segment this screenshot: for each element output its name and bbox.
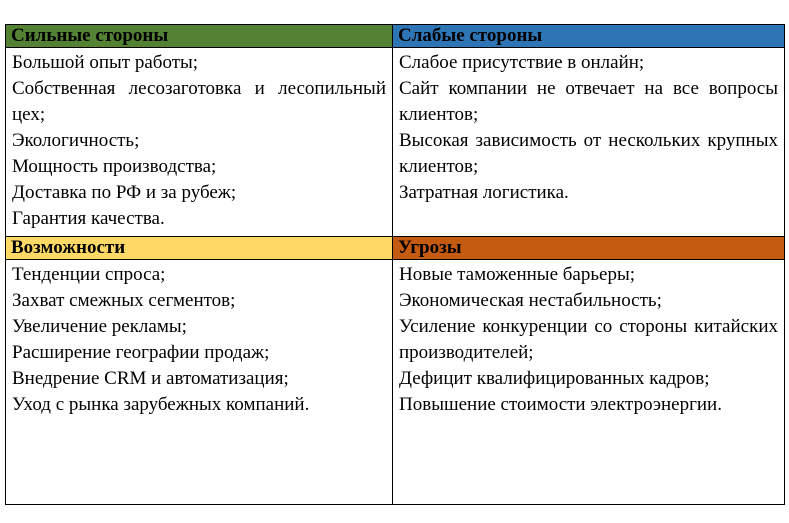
strengths-cell — [6, 48, 393, 237]
threats-item: Экономическая нестабильность; — [399, 290, 662, 311]
strengths-item: Доставка по РФ и за рубеж; — [12, 182, 237, 203]
strengths-header — [6, 25, 393, 48]
weaknesses-item: Высокая зависимость от нескольких крупных клиентов; — [399, 130, 778, 177]
weaknesses-item: Сайт компании не отвечает на все вопросы клиентов; — [399, 78, 778, 125]
strengths-title: Сильные стороны — [11, 25, 169, 46]
opportunities-item: Увеличение рекламы; — [12, 316, 187, 337]
opportunities-header — [6, 237, 393, 260]
weaknesses-item: Слабое присутствие в онлайн; — [399, 52, 645, 73]
strengths-item: Большой опыт работы; — [12, 52, 199, 73]
opportunities-title: Возможности — [11, 237, 126, 258]
threats-item: Повышение стоимости электроэнергии. — [399, 394, 722, 415]
weaknesses-header — [393, 25, 785, 48]
strengths-item: Собственная лесозаготовка и лесопильный цех; — [12, 78, 386, 125]
weaknesses-cell — [393, 48, 785, 237]
opportunities-item: Тенденции спроса; — [12, 264, 166, 285]
weaknesses-title: Слабые стороны — [398, 25, 543, 46]
opportunities-item: Захват смежных сегментов; — [12, 290, 236, 311]
opportunities-item: Внедрение CRM и автоматизация; — [12, 368, 289, 389]
threats-cell — [393, 260, 785, 505]
threats-item: Усиление конкуренции со стороны китайских производителей; — [399, 316, 778, 363]
weaknesses-item: Затратная логистика. — [399, 182, 569, 203]
strengths-item: Гарантия качества. — [12, 208, 165, 229]
threats-item: Дефицит квалифицированных кадров; — [399, 368, 710, 389]
opportunities-item: Расширение географии продаж; — [12, 342, 270, 363]
swot-body-row-bottom — [6, 260, 785, 505]
swot-header-row-bottom — [6, 237, 785, 260]
strengths-item: Мощность производства; — [12, 156, 217, 177]
strengths-item: Экологичность; — [12, 130, 140, 151]
threats-title: Угрозы — [398, 237, 462, 258]
swot-body-row-top — [6, 48, 785, 237]
threats-header — [393, 237, 785, 260]
swot-header-row-top — [6, 25, 785, 48]
opportunities-item: Уход с рынка зарубежных компаний. — [12, 394, 310, 415]
threats-item: Новые таможенные барьеры; — [399, 264, 635, 285]
opportunities-cell — [6, 260, 393, 505]
swot-table — [5, 24, 785, 505]
